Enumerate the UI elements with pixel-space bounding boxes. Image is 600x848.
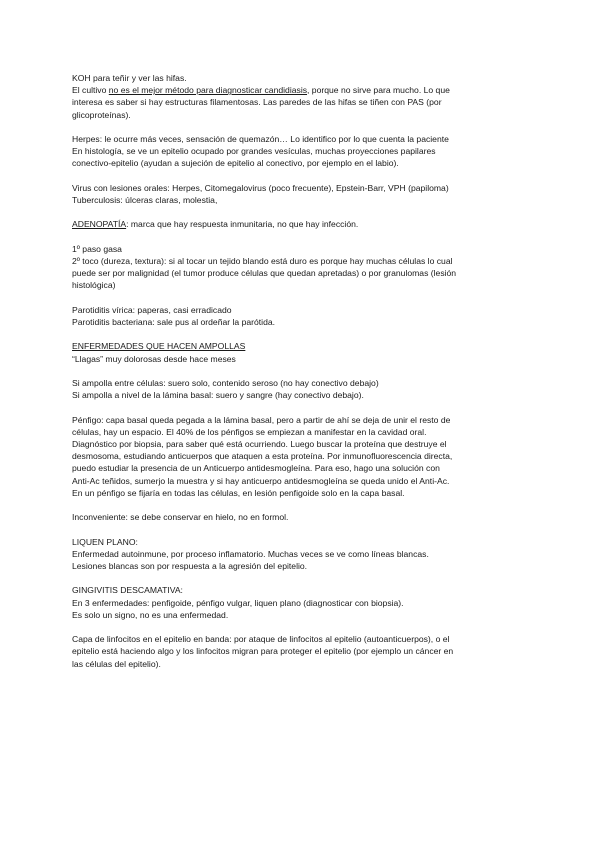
text-run: Tuberculosis: úlceras claras, molestia,: [72, 195, 218, 205]
paragraph: [72, 340, 528, 364]
text-line: [72, 353, 528, 365]
document-body: [72, 72, 528, 682]
paragraph: [72, 584, 528, 621]
text-run: glicoproteínas).: [72, 109, 131, 120]
text-line: [72, 389, 528, 401]
text-line: [72, 96, 528, 108]
text-line: [72, 279, 528, 291]
paragraph: [72, 72, 528, 121]
text-run: GINGIVITIS DESCAMATIVA:: [72, 585, 183, 596]
text-line: [72, 109, 528, 121]
text-run: 1º paso gasa: [72, 243, 122, 254]
text-run: LIQUEN PLANO:: [72, 536, 138, 547]
text-run: En un pénfigo se fijaría en todas las células, en lesión penfigoide solo en la capa basal.: [72, 487, 405, 498]
text-line: [72, 414, 528, 426]
text-run: Capa de linfocitos en el epitelio en banda: por ataque de linfocitos al epitelio (autoanticuerpos), o el: [72, 634, 450, 645]
text-line: [72, 560, 528, 572]
text-run: epitelio está haciendo algo y los linfocitos migran para proteger el epitelio (por ejemplo un cáncer en: [72, 646, 454, 657]
text-run: histológica): [72, 280, 116, 291]
text-run: KOH para teñir y ver las hifas.: [72, 73, 187, 83]
text-line: [72, 487, 528, 499]
paragraph: [72, 243, 528, 292]
text-run: Pénfigo: capa basal queda pegada a la lámina basal, pero a partir de ahí se deja de unir el resto de: [72, 414, 451, 425]
text-run: desmosoma, estudiando anticuerpos que ataquen a esta proteína. Por inmunofluorescencia directa,: [72, 451, 453, 462]
text-line: [72, 304, 528, 316]
text-line: [72, 438, 528, 450]
text-run: puede ser por malignidad (el tumor produce células que quedan apretadas) o por granulomas (lesión: [72, 268, 457, 279]
text-run: “Llagas” muy dolorosas desde hace meses: [72, 353, 236, 364]
text-run: El cultivo: [72, 85, 109, 96]
text-line: [72, 426, 528, 438]
text-line: [72, 340, 528, 352]
paragraph: [72, 133, 528, 170]
text-run: : marca que hay respuesta inmunitaria, no que hay infección.: [126, 219, 359, 230]
text-run: Si ampolla a nivel de la lámina basal: suero y sangre (hay conectivo debajo).: [72, 390, 364, 401]
text-line: [72, 511, 528, 523]
text-line: [72, 645, 528, 657]
text-line: [72, 609, 528, 621]
text-run: Si ampolla entre células: suero solo, contenido seroso (no hay conectivo debajo): [72, 377, 379, 388]
text-run: Inconveniente: se debe conservar en hielo, no en formol.: [72, 512, 289, 523]
text-run: conectivo-epitelio (ayudan a sujeción de epitelio al conectivo, por ejemplo en el labio).: [72, 158, 399, 169]
text-run: Herpes: le ocurre más veces, sensación de quemazón… Lo identifico por lo que cuenta la paciente: [72, 134, 449, 144]
text-run: Virus con lesiones orales: Herpes, Citomegalovirus (poco frecuente), Epstein-Barr, VPH (papiloma): [72, 182, 449, 193]
text-run: células, hay un espacio. El 40% de los pénfigos se empiezan a manifestar en la cavidad oral.: [72, 426, 427, 437]
text-run: Parotiditis vírica: paperas, casi erradicado: [72, 304, 232, 315]
text-line: [72, 584, 528, 596]
text-line: [72, 450, 528, 462]
text-run: puedo estudiar la presencia de un Anticuerpo antidesmogleína. Para eso, hago una solución con: [72, 463, 440, 474]
text-run: Es solo un signo, no es una enfermedad.: [72, 609, 229, 620]
text-line: [72, 377, 528, 389]
text-line: [72, 255, 528, 267]
text-line: [72, 658, 528, 670]
text-line: [72, 194, 528, 206]
text-line: [72, 633, 528, 645]
paragraph: [72, 633, 528, 670]
paragraph: [72, 536, 528, 573]
text-line: [72, 597, 528, 609]
text-run: Parotiditis bacteriana: sale pus al ordeñar la parótida.: [72, 316, 276, 327]
text-run: Diagnóstico por biopsia, para saber qué está ocurriendo. Luego buscar la proteína que destruye el: [72, 438, 447, 449]
text-line: [72, 133, 528, 145]
text-run: Enfermedad autoinmune, por proceso inflamatorio. Muchas veces se ve como líneas blancas.: [72, 548, 429, 559]
text-line: [72, 548, 528, 560]
text-line: [72, 84, 528, 96]
text-line: [72, 218, 528, 230]
paragraph: [72, 414, 528, 499]
underlined-text: no es el mejor método para diagnosticar candidiasis: [108, 85, 308, 96]
underlined-text: ADENOPATÍA: [72, 219, 127, 230]
text-run: Lesiones blancas son por respuesta a la agresión del epitelio.: [72, 560, 308, 571]
text-line: [72, 536, 528, 548]
text-line: [72, 243, 528, 255]
text-run: las células del epitelio).: [72, 658, 161, 669]
paragraph: [72, 304, 528, 328]
underlined-text: ENFERMEDADES QUE HACEN AMPOLLAS: [72, 341, 246, 352]
text-run: interesa es saber si hay estructuras filamentosas. Las paredes de las hifas se tiñen con PAS (por: [72, 97, 442, 108]
text-run: En histología, se ve un epitelio ocupado por grandes vesículas, muchas proyecciones papilares: [72, 146, 436, 157]
text-run: En 3 enfermedades: penfigoide, pénfigo vulgar, liquen plano (diagnosticar con biopsia).: [72, 597, 404, 608]
text-line: [72, 475, 528, 487]
text-line: [72, 157, 528, 169]
paragraph: [72, 511, 528, 523]
paragraph: [72, 218, 528, 230]
text-line: [72, 316, 528, 328]
paragraph: [72, 377, 528, 401]
text-run: 2º toco (dureza, textura): si al tocar un tejido blando está duro es porque hay muchas células lo cual: [72, 255, 453, 266]
text-line: [72, 72, 528, 84]
text-run: Anti-Ac teñidos, sumerjo la muestra y si hay anticuerpo antidesmogleína se queda unido el Anti-Ac.: [72, 475, 450, 486]
text-line: [72, 267, 528, 279]
text-line: [72, 462, 528, 474]
text-run: , porque no sirve para mucho. Lo que: [307, 85, 450, 96]
text-line: [72, 182, 528, 194]
paragraph: [72, 182, 528, 206]
text-line: [72, 145, 528, 157]
